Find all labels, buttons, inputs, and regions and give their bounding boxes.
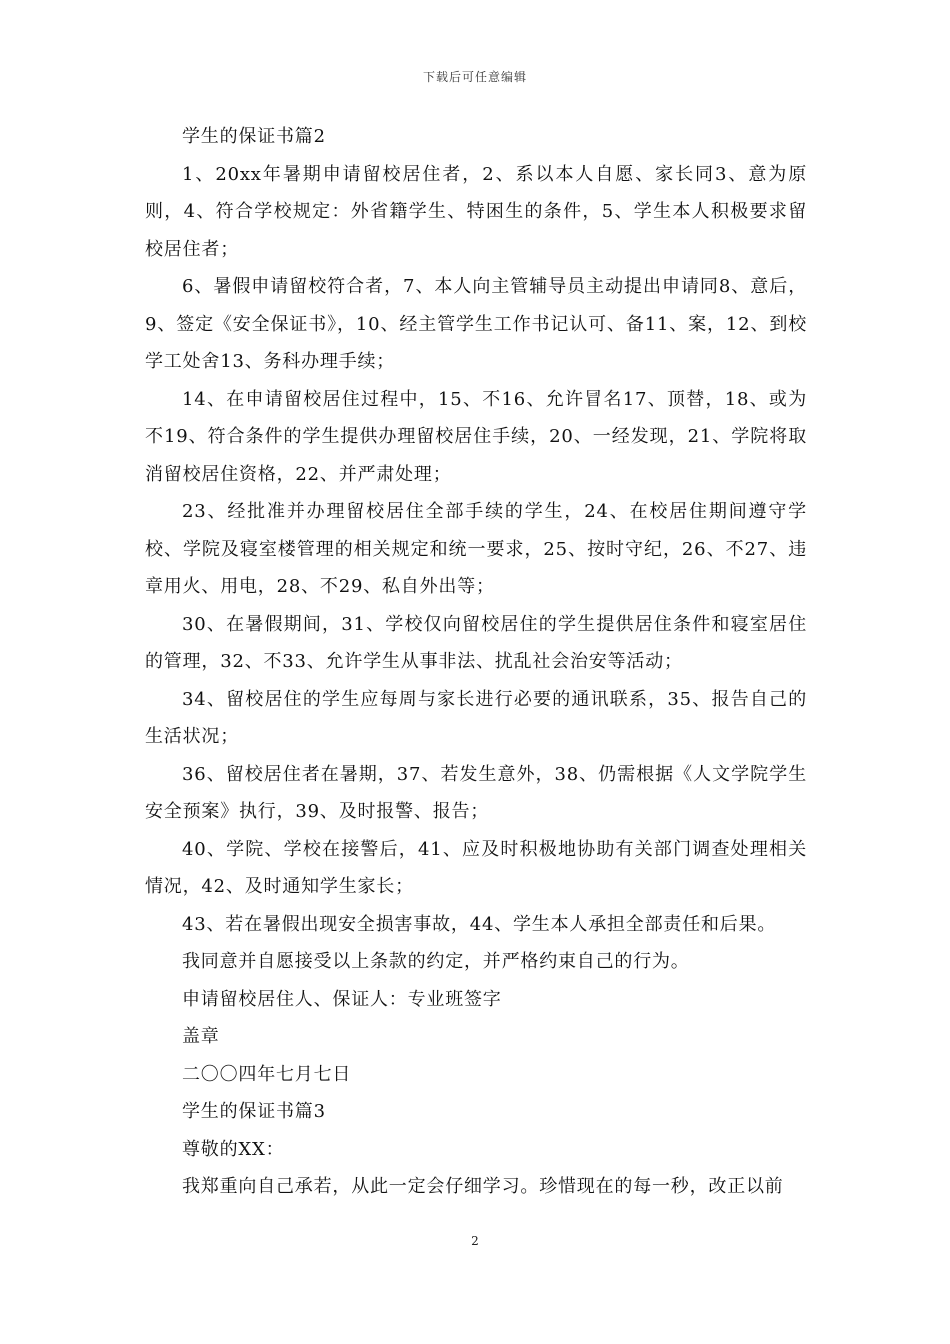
- section-title: 学生的保证书篇3: [182, 1101, 326, 1122]
- paragraph: 40、学院、学校在接警后，41、应及时积极地协助有关部门调查处理相关情况，42、及时通知学生家长；: [145, 838, 807, 897]
- paragraph: 14、在申请留校居住过程中，15、不16、允许冒名17、顶替，18、或为不19、符合条件的学生提供办理留校居住手续，20、一经发现，21、学院将取消留校居住资格，22、并严肃处理；: [145, 388, 807, 485]
- paragraph: 我郑重向自己承若，从此一定会仔细学习。珍惜现在的每一秒，改正以前: [182, 1176, 784, 1197]
- paragraph: 1、20xx年暑期申请留校居住者，2、系以本人自愿、家长同3、意为原则，4、符合学校规定：外省籍学生、特困生的条件，5、学生本人积极要求留校居住者；: [145, 163, 807, 260]
- paragraph: 30、在暑假期间，31、学校仅向留校居住的学生提供居住条件和寝室居住的管理，32、不33、允许学生从事非法、扰乱社会治安等活动；: [145, 613, 807, 672]
- date-line: 二〇〇四年七月七日: [182, 1063, 352, 1085]
- document-body: [145, 118, 807, 1206]
- paragraph: 36、留校居住者在暑期，37、若发生意外，38、仍需根据《人文学院学生安全预案》执行，39、及时报警、报告；: [145, 763, 807, 822]
- paragraph: 6、暑假申请留校符合者，7、本人向主管辅导员主动提出申请同8、意后，9、签定《安全保证书》，10、经主管学生工作书记认可、备11、案，12、到校学工处舍13、务科办理手续；: [145, 276, 807, 372]
- section-title: 学生的保证书篇2: [182, 126, 326, 147]
- agreement-line: 我同意并自愿接受以上条款的约定，并严格约束自己的行为。: [182, 951, 690, 972]
- paragraph: 34、留校居住的学生应每周与家长进行必要的通讯联系，35、报告自己的生活状况；: [145, 688, 807, 747]
- page-number: 2: [471, 1234, 479, 1248]
- salutation: 尊敬的XX：: [182, 1138, 285, 1160]
- page-header: 下载后可任意编辑: [422, 70, 527, 84]
- signature-line: 申请留校居住人、保证人：专业班签字: [182, 988, 502, 1010]
- paragraph: 23、经批准并办理留校居住全部手续的学生，24、在校居住期间遵守学校、学院及寝室楼管理的相关规定和统一要求，25、按时守纪，26、不27、违章用火、用电，28、不29、私自外出等；: [145, 501, 807, 597]
- seal-line: 盖章: [182, 1026, 220, 1047]
- paragraph: 43、若在暑假出现安全损害事故，44、学生本人承担全部责任和后果。: [182, 913, 777, 935]
